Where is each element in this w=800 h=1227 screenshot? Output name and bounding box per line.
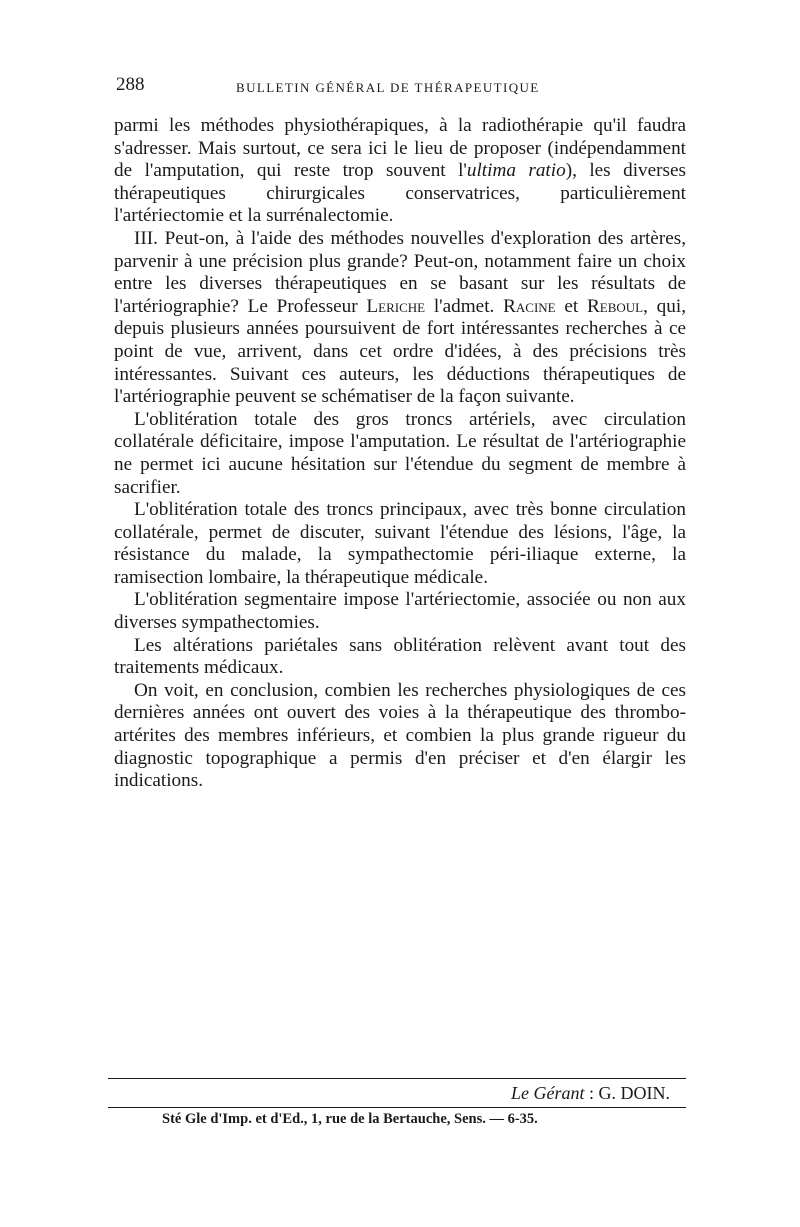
paragraph-2-text-d: , qui, depuis plusieurs années poursuivent de fort intéressantes recherches à ce point de vue, arrivent, dans cet ordre d'idées, à des précisions très intéressantes. Suivant ces auteurs, les déductions thérapeutiques de l'artériographie peuvent se schématiser de la façon suivante. [114, 295, 686, 408]
running-title: BULLETIN GÉNÉRAL DE THÉRAPEUTIQUE [236, 80, 540, 95]
author-reboul: Reboul [586, 295, 644, 317]
paragraph-2 [114, 228, 686, 409]
footer-rule-bottom [108, 1107, 686, 1108]
paragraph-1 [114, 115, 686, 228]
paragraph-3: L'oblitération totale des gros troncs artériels, avec circulation collatérale déficitaire, impose l'amputation. Le résultat de l'artériographie ne permet ici aucune hésitation sur l'étendue du segment de membre à sacrifier. [114, 408, 686, 498]
latin-phrase: ultima ratio [466, 160, 566, 182]
gerant-label: Le Gérant [510, 1083, 585, 1103]
gerant-signature [511, 1083, 670, 1104]
body-text [114, 115, 686, 793]
paragraph-2-text-b: l'admet. [425, 295, 504, 317]
paragraph-6: Les altérations pariétales sans oblitération relèvent avant tout des traitements médicaux. [114, 634, 686, 679]
page-number: 288 [116, 74, 145, 95]
footer-rule-top [108, 1078, 686, 1079]
paragraph-2-text-c: et [555, 295, 587, 317]
author-leriche: Leriche [366, 295, 426, 317]
paragraph-4: L'oblitération totale des troncs principaux, avec très bonne circulation collatérale, permet de discuter, suivant l'étendue des lésions, l'âge, la résistance du malade, la sympathectomie péri-iliaque externe, la ramisection lombaire, la thérapeutique médicale. [114, 499, 686, 588]
page-header [116, 74, 680, 100]
paragraph-7: On voit, en conclusion, combien les recherches physiologiques de ces dernières années ont ouvert des voies à la thérapeutique des thrombo-artérites des membres inférieurs, et combien la plus grande rigueur du diagnostic topographique a permis d'en préciser et d'en élargir les indications. [114, 679, 686, 792]
paragraph-5: L'oblitération segmentaire impose l'artériectomie, associée ou non aux diverses sympathectomies. [114, 589, 686, 634]
author-racine: Racine [503, 295, 556, 317]
gerant-separator: : [584, 1083, 599, 1103]
paragraph-1-text-b: ), les diverses thérapeutiques chirurgicales conservatrices, particulièrement l'artériectomie et la surrénalectomie. [114, 160, 686, 227]
paragraph-1-text-a: parmi les méthodes physiothérapiques, à la radiothérapie qu'il faudra s'adresser. Mais surtout, ce sera ici le lieu de proposer (indépendamment de l'amputation, qui reste trop souvent l' [114, 115, 686, 182]
paragraph-2-text-a: III. Peut-on, à l'aide des méthodes nouvelles d'exploration des artères, parvenir à une précision plus grande? Peut-on, notamment faire un choix entre les diverses thérapeutiques en se basant sur les résultats de l'artériographie? Le Professeur [114, 227, 686, 317]
gerant-name: G. DOIN. [598, 1083, 670, 1103]
printer-imprint: Sté Gle d'Imp. et d'Ed., 1, rue de la Bertauche, Sens. — 6-35. [162, 1111, 538, 1127]
